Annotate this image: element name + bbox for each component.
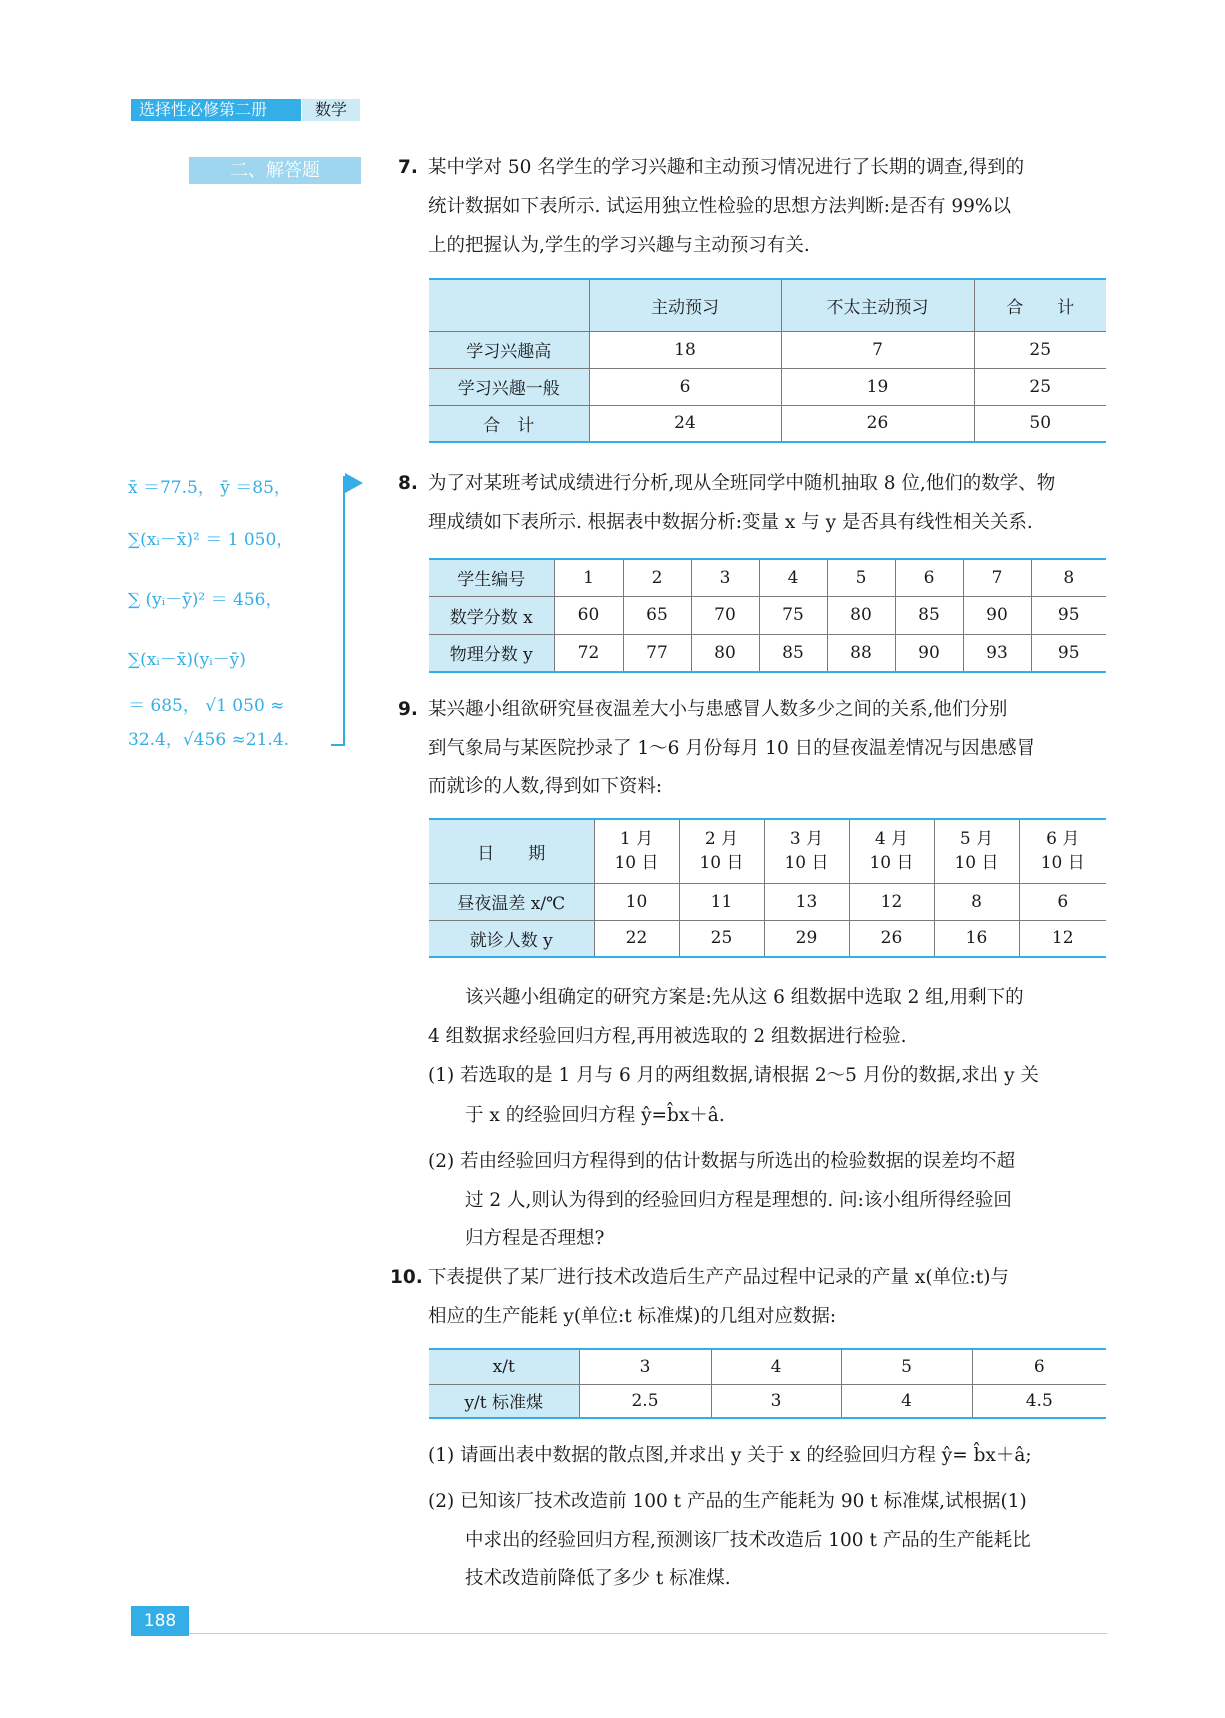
- table-cell: 18: [589, 331, 781, 368]
- table-cell: 5: [841, 1349, 972, 1384]
- table-cell: 合 计: [974, 279, 1106, 331]
- section-title: 二、解答题: [189, 157, 361, 184]
- table-row: [429, 405, 1106, 442]
- table-cell: 72: [554, 634, 623, 672]
- problem-8-number: 8.: [398, 473, 418, 494]
- note-line: ∑(xᵢ－x̄)(yᵢ－ȳ): [128, 650, 246, 670]
- table-interest-preview: [429, 278, 1106, 443]
- table-cell: y/t 标准煤: [429, 1384, 579, 1418]
- problem-7-line: 某中学对 50 名学生的学习兴趣和主动预习情况进行了长期的调查,得到的: [428, 157, 1025, 178]
- table-row: [429, 559, 1106, 596]
- problem-9-line: 到气象局与某医院抄录了 1～6 月份每月 10 日的昼夜温差情况与因患感冒: [428, 738, 1036, 759]
- table-cell: 8: [1031, 559, 1106, 596]
- table-cell: 88: [827, 634, 895, 672]
- table-cell: 6: [972, 1349, 1106, 1384]
- table-row: [429, 883, 1106, 920]
- table-cell: 80: [827, 596, 895, 634]
- table-cell: 22: [594, 920, 679, 957]
- table-cell: 3 月 10 日: [764, 819, 849, 883]
- table-cell: 12: [1019, 920, 1106, 957]
- table-cell: 3: [579, 1349, 711, 1384]
- problem-9-line: 某兴趣小组欲研究昼夜温差大小与患感冒人数多少之间的关系,他们分别: [428, 699, 1008, 720]
- table-cell: 5 月 10 日: [934, 819, 1019, 883]
- note-bracket: [343, 476, 345, 746]
- problem-9-q1: 于 x 的经验回归方程 ŷ=b̂x＋â.: [465, 1105, 725, 1126]
- table-cell: 95: [1031, 634, 1106, 672]
- problem-8-line: 为了对某班考试成绩进行分析,现从全班同学中随机抽取 8 位,他们的数学、物: [428, 473, 1056, 494]
- table-cell: 70: [691, 596, 759, 634]
- table-row: [429, 368, 1106, 405]
- table-cell: 1: [554, 559, 623, 596]
- table-cell: 日 期: [429, 819, 594, 883]
- note-bracket-tick: [331, 744, 345, 746]
- note-line: 32.4，√456 ≈21.4.: [128, 730, 290, 750]
- table-cell: 3: [691, 559, 759, 596]
- problem-8-line: 理成绩如下表所示. 根据表中数据分析:变量 x 与 y 是否具有线性相关关系.: [428, 512, 1033, 533]
- table-row: [429, 596, 1106, 634]
- table-cell: 学生编号: [429, 559, 554, 596]
- table-cell: 19: [781, 368, 974, 405]
- table-cell: 29: [764, 920, 849, 957]
- table-row: [429, 1384, 1106, 1418]
- table-header-row: [429, 819, 1106, 883]
- table-cell: 2 月 10 日: [679, 819, 764, 883]
- table-cell: 90: [963, 596, 1031, 634]
- table-cell: 25: [974, 331, 1106, 368]
- table-temperature: [429, 818, 1106, 958]
- problem-9-text: 4 组数据求经验回归方程,再用被选取的 2 组数据进行检验.: [428, 1026, 907, 1047]
- table-cell: 25: [679, 920, 764, 957]
- table-cell: 4: [711, 1349, 841, 1384]
- table-cell: 昼夜温差 x/℃: [429, 883, 594, 920]
- problem-10-number: 10.: [390, 1267, 423, 1288]
- table-cell: 16: [934, 920, 1019, 957]
- note-arrow-icon: [345, 473, 363, 493]
- table-cell: 合 计: [429, 405, 589, 442]
- table-cell: 65: [623, 596, 691, 634]
- problem-7-line: 统计数据如下表所示. 试运用独立性检验的思想方法判断:是否有 99%以: [428, 196, 1011, 217]
- table-cell: [429, 279, 589, 331]
- problem-10-q1: (1) 请画出表中数据的散点图,并求出 y 关于 x 的经验回归方程 ŷ= b̂x＋â;: [428, 1445, 1032, 1466]
- table-cell: 数学分数 x: [429, 596, 554, 634]
- table-cell: 77: [623, 634, 691, 672]
- table-cell: 学习兴趣一般: [429, 368, 589, 405]
- table-row: [429, 1349, 1106, 1384]
- problem-9-q1: (1) 若选取的是 1 月与 6 月的两组数据,请根据 2～5 月份的数据,求出 y 关: [428, 1065, 1039, 1086]
- problem-7-number: 7.: [398, 157, 418, 178]
- table-cell: 学习兴趣高: [429, 331, 589, 368]
- table-cell: 6: [589, 368, 781, 405]
- table-cell: 不太主动预习: [781, 279, 974, 331]
- table-cell: 12: [849, 883, 934, 920]
- table-cell: 90: [895, 634, 963, 672]
- table-scores: [429, 558, 1106, 673]
- problem-10-q2: 技术改造前降低了多少 t 标准煤.: [465, 1568, 731, 1589]
- table-cell: 24: [589, 405, 781, 442]
- table-cell: 4 月 10 日: [849, 819, 934, 883]
- table-cell: 6: [1019, 883, 1106, 920]
- table-cell: 4: [759, 559, 827, 596]
- table-cell: 6: [895, 559, 963, 596]
- problem-7-line: 上的把握认为,学生的学习兴趣与主动预习有关.: [428, 235, 810, 256]
- table-cell: 75: [759, 596, 827, 634]
- table-row: [429, 634, 1106, 672]
- problem-10-q2: (2) 已知该厂技术改造前 100 t 产品的生产能耗为 90 t 标准煤,试根据(1): [428, 1491, 1027, 1512]
- footer-divider: [189, 1633, 1107, 1634]
- table-cell: 50: [974, 405, 1106, 442]
- table-cell: 2.5: [579, 1384, 711, 1418]
- note-line: x̄ ＝77.5， ȳ ＝85，: [128, 478, 291, 498]
- subject-label: 数学: [302, 99, 360, 121]
- table-cell: 1 月 10 日: [594, 819, 679, 883]
- table-cell: 物理分数 y: [429, 634, 554, 672]
- table-cell: 80: [691, 634, 759, 672]
- table-cell: 60: [554, 596, 623, 634]
- table-production: [429, 1348, 1106, 1419]
- problem-9-q2: 归方程是否理想?: [465, 1228, 605, 1249]
- problem-9-q2: (2) 若由经验回归方程得到的估计数据与所选出的检验数据的误差均不超: [428, 1151, 1016, 1172]
- table-cell: 3: [711, 1384, 841, 1418]
- table-cell: 11: [679, 883, 764, 920]
- problem-9-number: 9.: [398, 699, 418, 720]
- table-cell: 13: [764, 883, 849, 920]
- problem-9-line: 而就诊的人数,得到如下资料:: [428, 776, 663, 797]
- problem-10-q2: 中求出的经验回归方程,预测该厂技术改造后 100 t 产品的生产能耗比: [465, 1530, 1031, 1551]
- table-cell: x/t: [429, 1349, 579, 1384]
- table-header-row: [429, 279, 1106, 331]
- table-cell: 就诊人数 y: [429, 920, 594, 957]
- problem-9-text: 该兴趣小组确定的研究方案是:先从这 6 组数据中选取 2 组,用剩下的: [465, 987, 1024, 1008]
- table-cell: 26: [849, 920, 934, 957]
- table-cell: 2: [623, 559, 691, 596]
- table-cell: 8: [934, 883, 1019, 920]
- table-cell: 95: [1031, 596, 1106, 634]
- table-cell: 4.5: [972, 1384, 1106, 1418]
- note-line: ＝ 685， √1 050 ≈: [128, 696, 285, 716]
- table-cell: 7: [963, 559, 1031, 596]
- book-title: 选择性必修第二册: [131, 99, 301, 121]
- table-cell: 85: [895, 596, 963, 634]
- table-cell: 5: [827, 559, 895, 596]
- problem-9-q2: 过 2 人,则认为得到的经验回归方程是理想的. 问:该小组所得经验回: [465, 1190, 1012, 1211]
- table-row: [429, 920, 1106, 957]
- table-cell: 主动预习: [589, 279, 781, 331]
- page-number: 188: [131, 1606, 189, 1636]
- table-cell: 4: [841, 1384, 972, 1418]
- table-cell: 85: [759, 634, 827, 672]
- note-line: ∑(xᵢ－x̄)² ＝ 1 050，: [128, 530, 294, 550]
- problem-10-line: 相应的生产能耗 y(单位:t 标准煤)的几组对应数据:: [428, 1306, 837, 1327]
- table-cell: 6 月 10 日: [1019, 819, 1106, 883]
- note-line: ∑ (yᵢ－ȳ)² ＝ 456，: [128, 590, 283, 610]
- problem-10-line: 下表提供了某厂进行技术改造后生产产品过程中记录的产量 x(单位:t)与: [428, 1267, 1009, 1288]
- table-row: [429, 331, 1106, 368]
- table-cell: 93: [963, 634, 1031, 672]
- table-cell: 10: [594, 883, 679, 920]
- table-cell: 26: [781, 405, 974, 442]
- table-cell: 25: [974, 368, 1106, 405]
- table-cell: 7: [781, 331, 974, 368]
